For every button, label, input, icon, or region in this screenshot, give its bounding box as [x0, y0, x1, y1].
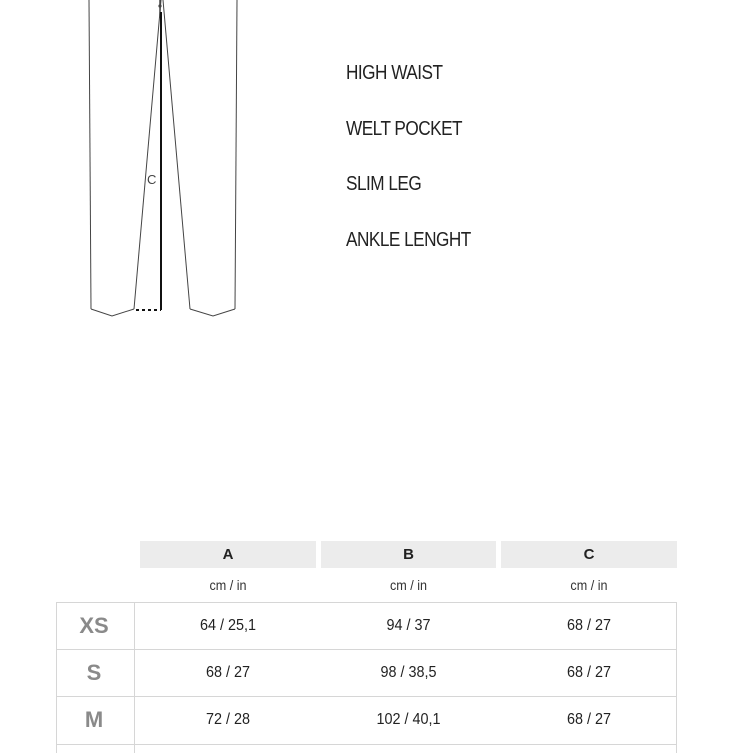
table-cell: 72 / 28 [205, 711, 251, 728]
table-cell: 68 / 27 [566, 664, 612, 681]
table-cell: 68 / 27 [205, 664, 251, 681]
table-cell: 68 / 27 [566, 711, 612, 728]
unit-label: cm / in [570, 577, 608, 593]
size-label-s: S [86, 660, 102, 685]
feature-item: WELT POCKET [346, 118, 463, 140]
size-label-xs: XS [79, 613, 109, 638]
table-cell: 68 / 27 [566, 617, 612, 634]
unit-label: cm / in [209, 577, 247, 593]
size-label-m: M [84, 707, 104, 732]
table-divider [134, 602, 135, 753]
table-cell: 102 / 40,1 [376, 711, 441, 728]
column-header-a: A [140, 541, 316, 568]
unit-label: cm / in [389, 577, 428, 593]
table-divider [56, 744, 677, 745]
table-cell: 98 / 38,5 [380, 664, 437, 681]
feature-item: SLIM LEG [346, 173, 422, 195]
feature-item: HIGH WAIST [346, 62, 443, 84]
feature-item: ANKLE LENGHT [346, 229, 471, 251]
table-cell: 94 / 37 [386, 617, 431, 634]
table-divider [676, 602, 677, 753]
column-header-c: C [501, 541, 677, 568]
column-header-b: B [321, 541, 496, 568]
table-cell: 64 / 25,1 [199, 617, 257, 634]
measure-label-c: C [147, 172, 157, 187]
